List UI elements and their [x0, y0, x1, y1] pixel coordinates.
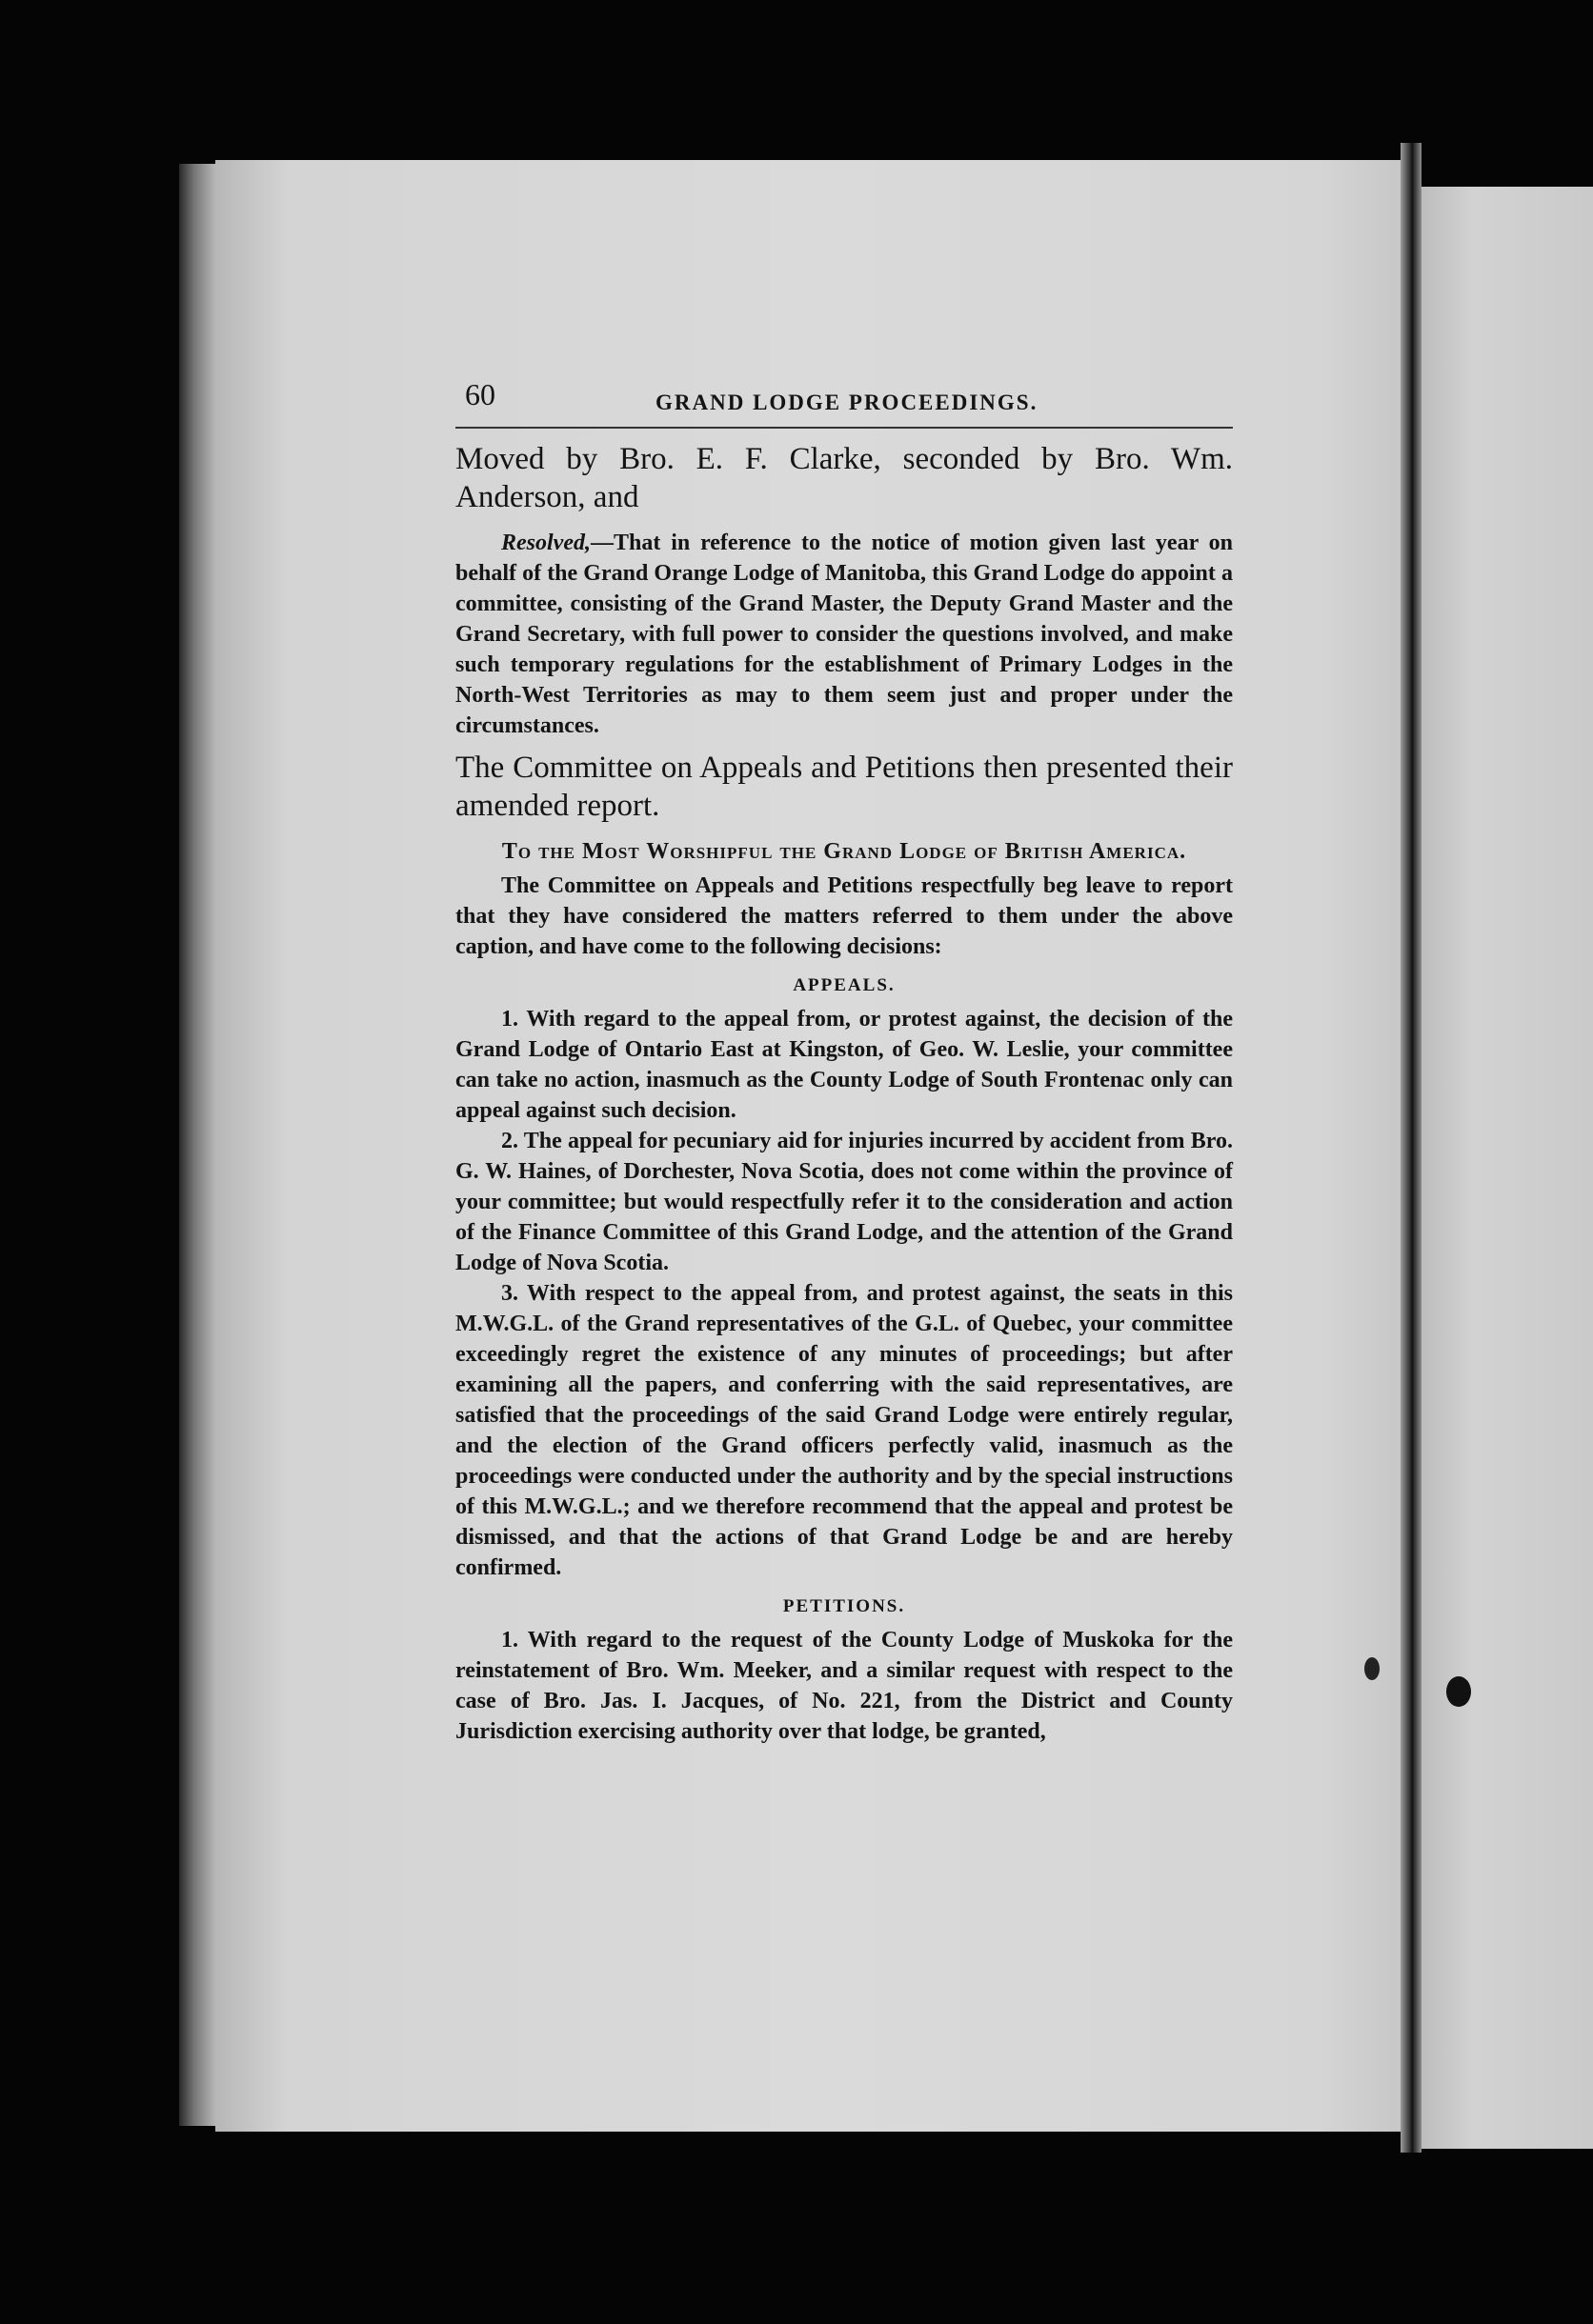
page-text: [455, 371, 1233, 1747]
report-intro: The Committee on Appeals and Petitions respectfully beg leave to report that they have considered the matters referred to them under the above caption, and have come to the following decisions:: [455, 873, 1233, 959]
petition-item: 1. With regard to the request of the County Lodge of Muskoka for the reinstatement of Bro. Wm. Meeker, and a similar request with respect to the case of Bro. Jas. I. Jacques, of No. 221, from the District and County Jurisdiction exercising authority over that lodge, be granted,: [455, 1628, 1233, 1744]
address-line: To the Most Worshipful the Grand Lodge of British America.: [501, 839, 1187, 864]
appeal-item: 1. With regard to the appeal from, or protest against, the decision of the Grand Lodge of Ontario East at Kingston, of Geo. W. Leslie, your committee can take no action, inasmuch as the County Lodge of South Frontenac only can appeal against such decision.: [455, 1007, 1233, 1123]
committee-heading: The Committee on Appeals and Petitions then presented their amended report.: [455, 751, 1233, 823]
resolved-label: Resolved,: [501, 531, 591, 555]
motion-intro: Moved by Bro. E. F. Clarke, seconded by Bro. Wm. Anderson, and: [455, 442, 1233, 514]
ink-blot: [1446, 1676, 1471, 1707]
appeals-heading: APPEALS.: [793, 975, 896, 995]
facing-page: [1422, 187, 1593, 2149]
resolution-text: —That in reference to the notice of motion given last year on behalf of the Grand Orange Lodge of Manitoba, this Grand Lodge do appoint a committee, consisting of the Grand Master, the Deputy Grand Master and the Grand Secretary, with full power to consider the questions involved, and make such temporary regulations for the establishment of Primary Lodges in the North-West Territories as may to them seem just and proper under the circumstances.: [455, 531, 1233, 738]
appeal-item: 2. The appeal for pecuniary aid for injuries incurred by accident from Bro. G. W. Haines, of Dorchester, Nova Scotia, does not come within the province of your committee; but would respectfully refer it to the consideration and action of the Finance Committee of this Grand Lodge, and the attention of the Grand Lodge of Nova Scotia.: [455, 1129, 1233, 1275]
page-number: 60: [465, 377, 495, 411]
running-title: GRAND LODGE PROCEEDINGS.: [655, 391, 1038, 414]
ink-blot: [1364, 1657, 1380, 1680]
resolution-paragraph: [455, 528, 1233, 741]
page-edge: [179, 164, 217, 2126]
page-header: [455, 371, 1233, 429]
petitions-heading: PETITIONS.: [782, 1596, 906, 1616]
appeal-item: 3. With respect to the appeal from, and protest against, the seats in this M.W.G.L. of the Grand representatives of the G.L. of Quebec, your committee exceedingly regret the existence of any minutes of proceedings; but after examining all the papers, and conferring with the said representatives, are satisfied that the proceedings of the said Grand Lodge were entirely regular, and the election of the Grand officers perfectly valid, inasmuch as the proceedings were conducted under the authority and by the special instructions of this M.W.G.L.; and we therefore recommend that the appeal and protest be dismissed, and that the actions of that Grand Lodge be and are hereby confirmed.: [455, 1281, 1233, 1580]
book-gutter: [1401, 143, 1422, 2153]
